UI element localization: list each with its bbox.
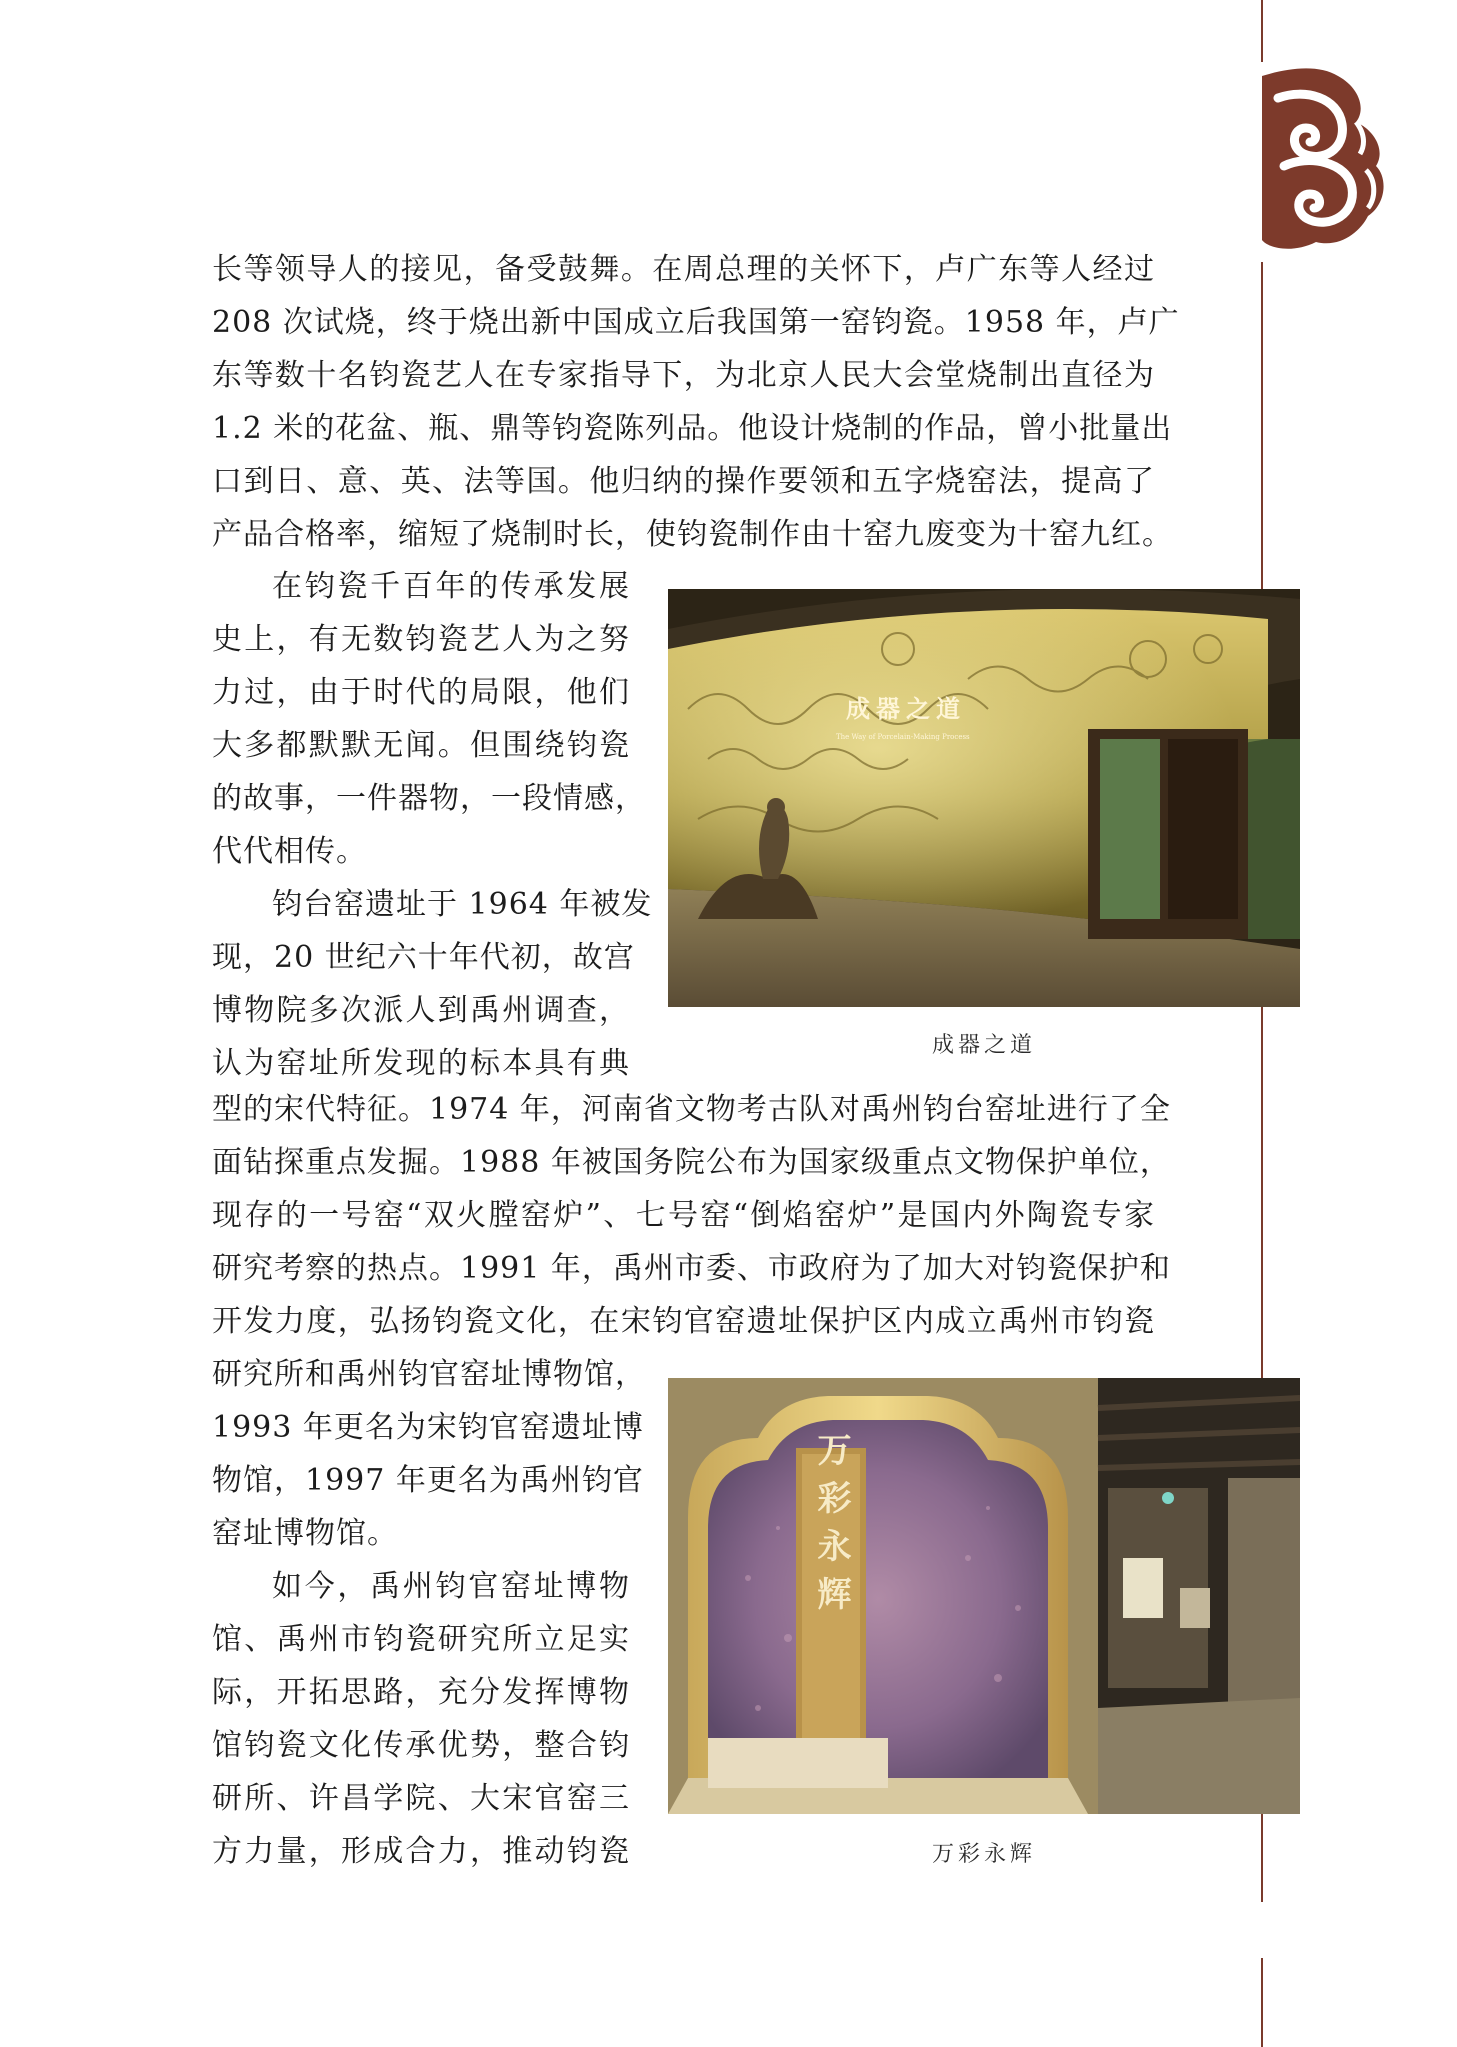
margin-rule-bottom	[1261, 1958, 1263, 2047]
paragraph-3	[212, 1083, 1171, 1348]
margin-rule-top	[1261, 0, 1263, 62]
text-line: 长等领导人的接见，备受鼓舞。在周总理的关怀下，卢广东等人经过	[212, 252, 1155, 287]
text-line: 现，20 世纪六十年代初，故宫	[212, 940, 635, 975]
photo-caption-2: 万彩永辉	[931, 1842, 1036, 1867]
text-line: 认为窑址所发现的标本具有典	[212, 1046, 630, 1081]
text-line: 如今，禹州钧官窑址博物	[272, 1569, 630, 1604]
text-line: 开发力度，弘扬钧瓷文化，在宋钧官窑遗址保护区内成立禹州市钧瓷	[212, 1304, 1155, 1339]
svg-text:The Way of Porcelain-Making Pr: The Way of Porcelain-Making Process	[836, 733, 970, 741]
text-line: 窑址博物馆。	[212, 1516, 398, 1551]
text-line: 研究考察的热点。1991 年，禹州市委、市政府为了加大对钧瓷保护和	[212, 1251, 1171, 1286]
text-line: 面钻探重点发掘。1988 年被国务院公布为国家级重点文物保护单位，	[212, 1145, 1171, 1180]
text-line: 物馆，1997 年更名为禹州钧官	[212, 1463, 644, 1498]
text-line: 型的宋代特征。1974 年，河南省文物考古队对禹州钧台窑址进行了全	[212, 1092, 1171, 1127]
photo-caption-1: 成器之道	[931, 1033, 1036, 1058]
paragraph-1	[212, 243, 1180, 561]
wall-title	[836, 694, 970, 741]
text-line: 研所、许昌学院、大宋官窑三	[212, 1781, 630, 1816]
text-line: 史上，有无数钧瓷艺人为之努	[212, 622, 630, 657]
text-line: 东等数十名钧瓷艺人在专家指导下，为北京人民大会堂烧制出直径为	[212, 358, 1155, 393]
text-line: 钧台窑遗址于 1964 年被发	[272, 887, 653, 922]
text-line: 博物院多次派人到禹州调查，	[212, 993, 630, 1028]
text-line: 1993 年更名为宋钧官窑遗址博	[212, 1410, 644, 1445]
paragraph-4	[212, 1348, 646, 1878]
cloud-ornament-icon	[1248, 58, 1388, 258]
paragraph-2	[212, 560, 653, 1090]
photo-chengqi-zhidao	[668, 589, 1300, 1007]
text-line: 研究所和禹州钧官窑址博物馆，	[212, 1357, 646, 1392]
text-line: 的故事，一件器物，一段情感，	[212, 781, 646, 816]
text-line: 在钧瓷千百年的传承发展	[272, 569, 630, 604]
text-line: 现存的一号窑“双火膛窑炉”、七号窑“倒焰窑炉”是国内外陶瓷专家	[212, 1198, 1155, 1233]
text-line: 1.2 米的花盆、瓶、鼎等钧瓷陈列品。他设计烧制的作品，曾小批量出	[212, 411, 1173, 446]
sign-text	[811, 1432, 851, 1624]
text-line: 口到日、意、英、法等国。他归纳的操作要领和五字烧窑法，提高了	[212, 464, 1155, 499]
text-line: 大多都默默无闻。但围绕钧瓷	[212, 728, 630, 763]
text-line: 208 次试烧，终于烧出新中国成立后我国第一窑钧瓷。1958 年，卢广	[212, 305, 1180, 340]
text-line: 际，开拓思路，充分发挥博物	[212, 1675, 630, 1710]
svg-text:万彩永辉: 万彩永辉	[811, 1432, 851, 1624]
text-line: 馆钧瓷文化传承优势，整合钧	[212, 1728, 630, 1763]
text-line: 方力量，形成合力，推动钧瓷	[212, 1834, 630, 1869]
text-line: 产品合格率，缩短了烧制时长，使钧瓷制作由十窑九废变为十窑九红。	[212, 517, 1173, 552]
text-line: 代代相传。	[212, 834, 367, 869]
text-line: 馆、禹州市钧瓷研究所立足实	[212, 1622, 630, 1657]
text-line: 力过，由于时代的局限，他们	[212, 675, 630, 710]
photo-wancai-yonghui	[668, 1378, 1300, 1814]
svg-text:成器之道: 成器之道	[846, 694, 966, 723]
